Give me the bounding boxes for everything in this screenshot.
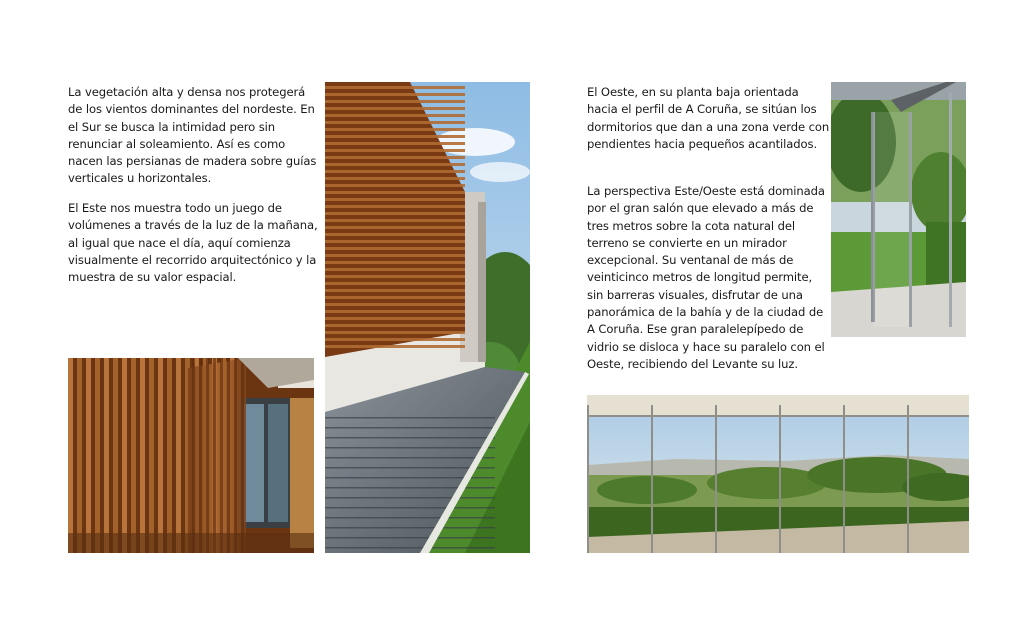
panoramic-window-photo — [587, 395, 969, 553]
left-paragraph-2: El Este nos muestra todo un juego de volúmenes a través de la luz de la mañana, al igual que nace el día, aquí comienza visualmente el recorrido arquitectónico y la muestra de su valor espacial. — [68, 201, 318, 285]
right-paragraph-1: El Oeste, en su planta baja orientada hacia el perfil de A Coruña, se sitúan los dormitorios que dan a una zona verde con pendientes hacia pequeños acantilados. — [587, 85, 830, 151]
wooden-shutters-photo — [68, 358, 314, 553]
glass-corner-photo — [831, 82, 966, 337]
facade-walkway-photo — [325, 82, 530, 553]
right-paragraph-2: La perspectiva Este/Oeste está dominada por el gran salón que elevado a más de tres metros sobre la cota natural del terreno se convierte en un mirador excepcional. Su ventanal de más de veinticinco metros de longitud permite, sin barreras visuales, disfrutar de una panorámica de la bahía y de la ciudad de A Coruña. Ese gran paralelepípedo de vidrio se disloca y hace su paralelo con el Oeste, recibiendo del Levante su luz. — [587, 184, 825, 371]
left-paragraph-1: La vegetación alta y densa nos protegerá de los vientos dominantes del nordeste. En el Sur se busca la intimidad pero sin renunciar al soleamiento. Así es como nacen las persianas de madera sobre guías verticales u horizontales. — [68, 85, 317, 186]
